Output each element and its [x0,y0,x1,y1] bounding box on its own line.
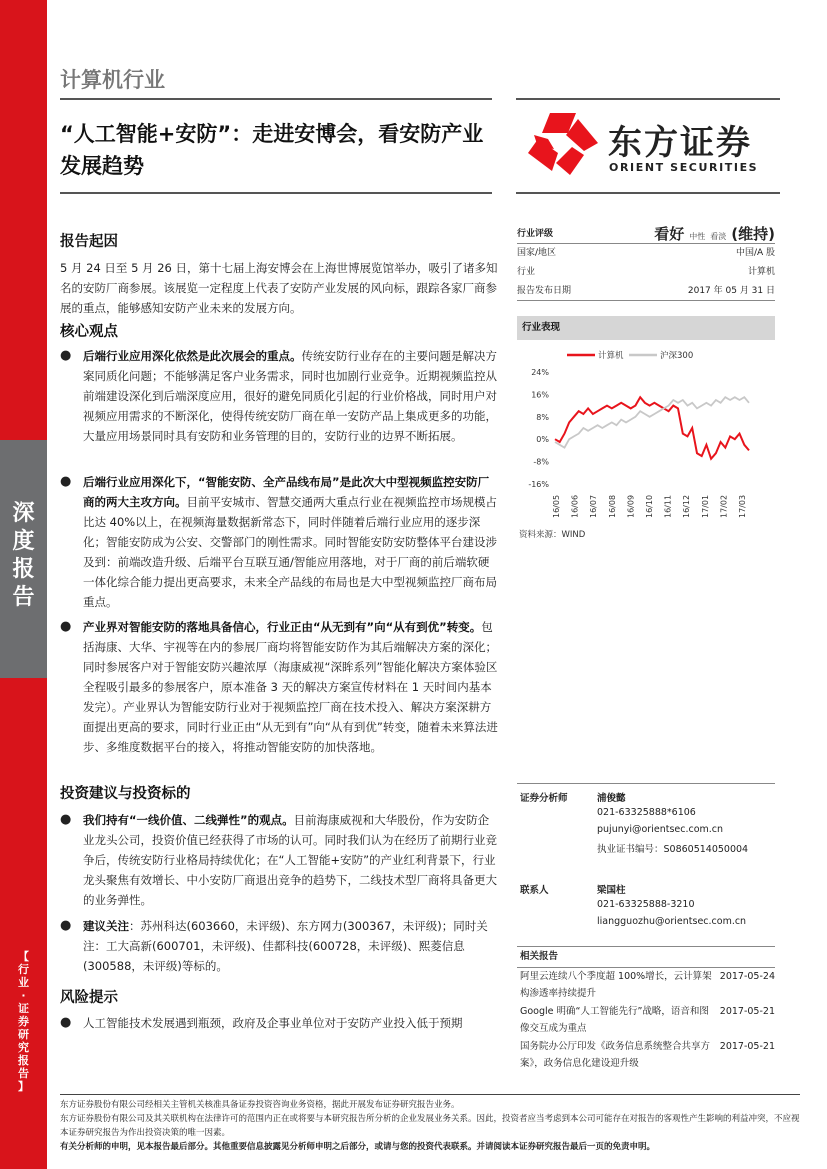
x-tick-label: 16/09 [626,494,636,518]
x-tick-label: 17/01 [700,494,710,518]
footer-disclaimer: 东方证券股份有限公司经相关主管机关核准具备证券投资咨询业务资格，据此开展发布证券研究报告业务。 东方证券股份有限公司及其关联机构在法律许可的范围内正在或将要与本研究报告所分析的企业发展业务关系。因此，投资者应当考虑到本公司可能存在对报告的客观性产生影响的利益冲突，不应视本证券研究报告为作出投资决策的唯一因素。 有关分析师的申明，见本报告最后部分。其他重要信息披露见分析师申明之后部分，或请与您的投资代表联系。并请阅读本证券研究报告最后一页的免责申明。 [60,1100,800,1152]
section-heading-origin: 报告起因 [60,234,118,250]
bullet-dot-icon: ● [60,918,72,933]
x-tick-label: 17/02 [719,494,729,518]
logo-name-en: ORIENT SECURITIES [609,161,759,174]
analyst-block: 证券分析师 浦俊懿 021-63325888*6106 pujunyi@orientsec.com.cn 执业证书编号：S0860514050004 [517,790,775,865]
section-heading-core: 核心观点 [60,324,118,340]
x-tick-label: 16/07 [589,494,599,518]
analyst-name: 浦俊懿 [597,793,626,804]
industry-performance-chart [517,342,775,522]
company-logo [528,113,788,183]
risk-bullet-1: ● 人工智能技术发展遇到瓶颈，政府及企事业单位对于安防产业投入低于预期 [60,1013,498,1033]
legend-label: 沪深300 [660,351,694,361]
related-report-3[interactable]: 国务院办公厅印发《政务信息系统整合共享方案》，政务信息化建设迎升级 2017-05-21 [520,1041,775,1069]
x-tick-label: 16/08 [607,494,617,518]
y-tick-label: 24% [531,368,549,377]
logo-rule [516,192,780,194]
analyst-rule [517,783,775,784]
y-tick-label: -8% [533,457,549,467]
invest-bullet-1: ● 我们持有“一线价值、二线弹性”的观点。目前海康威视和大华股份，作为安防企业龙头公司，投资价值已经获得了市场的认可。同时我们认为在经历了前期行业竞争后，传统安防行业格局持续优化；在“人工智能+安防”的产业红利背景下，行业龙头聚焦有效增长、中小安防厂商退出竞争的趋势下，二线技术型厂商将具备更大的业务弹性。 [60,812,497,907]
origin-paragraph: 5 月 24 日至 5 月 26 日，第十七届上海安博会在上海世博展览馆举办，吸引了诸多知名的安防厂商参展。该展览一定程度上代表了安防产业发展的风向标，跟踪各家厂商参展的重点，能够感知安防产业未来的发展方向。 [60,261,498,315]
analyst-phone: 021-63325888*6106 [597,807,696,818]
analyst-cert: 执业证书编号：S0860514050004 [597,844,749,855]
rating-row-region: 国家/地区 中国/A 股 [517,248,775,258]
core-bullet-3: ● 产业界对智能安防的落地具备信心，行业正由“从无到有”向“从有到优”转变。包括海康、大华、宇视等在内的参展厂商均将智能安防作为其后端解决方案的深化；同时参展客户对于智能安防兴趣浓厚（海康威视“深眸系列”智能化解决方案体验区全程吸引最多的参展客户，原本准备 3 天的解决方案宣传材料在 1 天时间内基本发完）。产业界认为智能安防行业对于视频监控厂商在技术投入、解决方案深耕方面提出更高的要求，同时行业正由“从无到有”向“从有到优”转变，随着未来算法进步、多维度数据平台的接入，将推动智能安防的加快落地。 [60,619,498,754]
logo-mark-icon [528,113,598,175]
header-rule-right [516,98,780,100]
footer-rule [60,1094,800,1095]
report-type-vertical: 深 度 报 告 [12,501,35,610]
contact-name: 梁国柱 [597,885,626,896]
x-tick-label: 16/06 [570,494,580,518]
chart-title: 行业表现 [517,316,775,340]
x-tick-label: 17/03 [738,494,747,518]
logo-name-cn: 东方证券 [608,123,752,163]
related-report-1[interactable]: 阿里云连续八个季度超 100%增长，云计算架构渗透率持续提升 2017-05-24 [520,971,775,999]
y-tick-label: 16% [531,390,549,400]
analyst-email[interactable]: pujunyi@orientsec.com.cn [597,824,724,835]
y-tick-label: 8% [536,412,549,422]
bullet-dot-icon: ● [60,474,72,489]
bullet-dot-icon: ● [60,1015,72,1030]
rating-value: 看好 [654,225,685,243]
contact-email[interactable]: liangguozhu@orientsec.com.cn [597,916,747,927]
x-tick-label: 16/11 [663,494,673,518]
contact-block: 联系人 梁国柱 021-63325888-3210 liangguozhu@orientsec.com.cn [517,882,775,937]
y-tick-label: -16% [528,480,549,489]
contact-phone: 021-63325888-3210 [597,899,695,910]
report-title: “人工智能+安防”：走进安博会，看安防产业发展趋势 [60,122,484,178]
x-tick-label: 16/12 [682,494,692,518]
chart-source: 资料来源：WIND [519,530,586,540]
core-bullet-1: ● 后端行业应用深化依然是此次展会的重点。传统安防行业存在的主要问题是解决方案同质化问题；不能够满足客户业务需求，同时也加剧行业竞争。近期视频监控从前端建设深化到后端深度应用，很好的避免同质化引起的行业价格战，同时用户对视频应用需求的不断深化，使得传统安防厂商在单一安防产品上集成更多的功能，大量应用场景同时具有安防和业务管理的目的，安防行业的边界不断拓展。 [60,348,497,443]
x-tick-label: 16/10 [645,494,654,518]
core-bullet-2: ● 后端行业应用深化下，“智能安防、全产品线布局”是此次大中型视频监控安防厂商的两大主攻方向。目前平安城市、智慧交通两大重点行业在视频监控市场规模占比达 40%以上，在视频海量数据新常态下，同时伴随着后端行业应用的逐步深化；智能安防成为公安、交警部门的刚性需求。同时智能安防安防整体平台建设涉及到：前端改造升级、后端平台互联互通/智能应用落地，对于厂商的前后端软硬一体化综合能力提出更高要求，未来全产品线的布局也是大中型视频监控厂商布局重点。 [60,474,497,609]
section-heading-risk: 风险提示 [60,990,118,1006]
industry-title: 计算机行业 [60,68,165,92]
invest-bullet-2: ● 建议关注：苏州科达(603660，未评级)、东方网力(300367，未评级)；同时关注：工大高新(600701，未评级)、佳都科技(600728，未评级)、熙菱信息(300588，未评级)等标的。 [60,918,488,973]
rating-row-date: 报告发布日期 2017 年 05 月 31 日 [517,282,775,301]
legend-label: 计算机 [598,351,624,361]
bullet-dot-icon: ● [60,619,72,634]
y-tick-label: 0% [536,435,549,445]
section-heading-invest: 投资建议与投资标的 [60,786,191,802]
header-rule-left [60,98,492,100]
series-label-vertical: 【 行 业 · 证 券 研 究 报 告 】 [18,950,29,1093]
related-reports-heading: 相关报告 [517,946,775,968]
bullet-dot-icon: ● [60,812,72,827]
title-rule [60,192,492,194]
rating-table [517,222,775,301]
x-tick-label: 16/05 [552,494,561,518]
related-report-2[interactable]: Google 明确“人工智能先行”战略，语音和图像交互成为重点 2017-05-21 [520,1006,775,1034]
bullet-dot-icon: ● [60,348,72,363]
rating-status: (维持) [731,225,775,243]
rating-header-row: 行业评级 看好 中性 看淡 (维持) [517,222,775,244]
rating-row-industry: 行业 计算机 [517,267,775,277]
